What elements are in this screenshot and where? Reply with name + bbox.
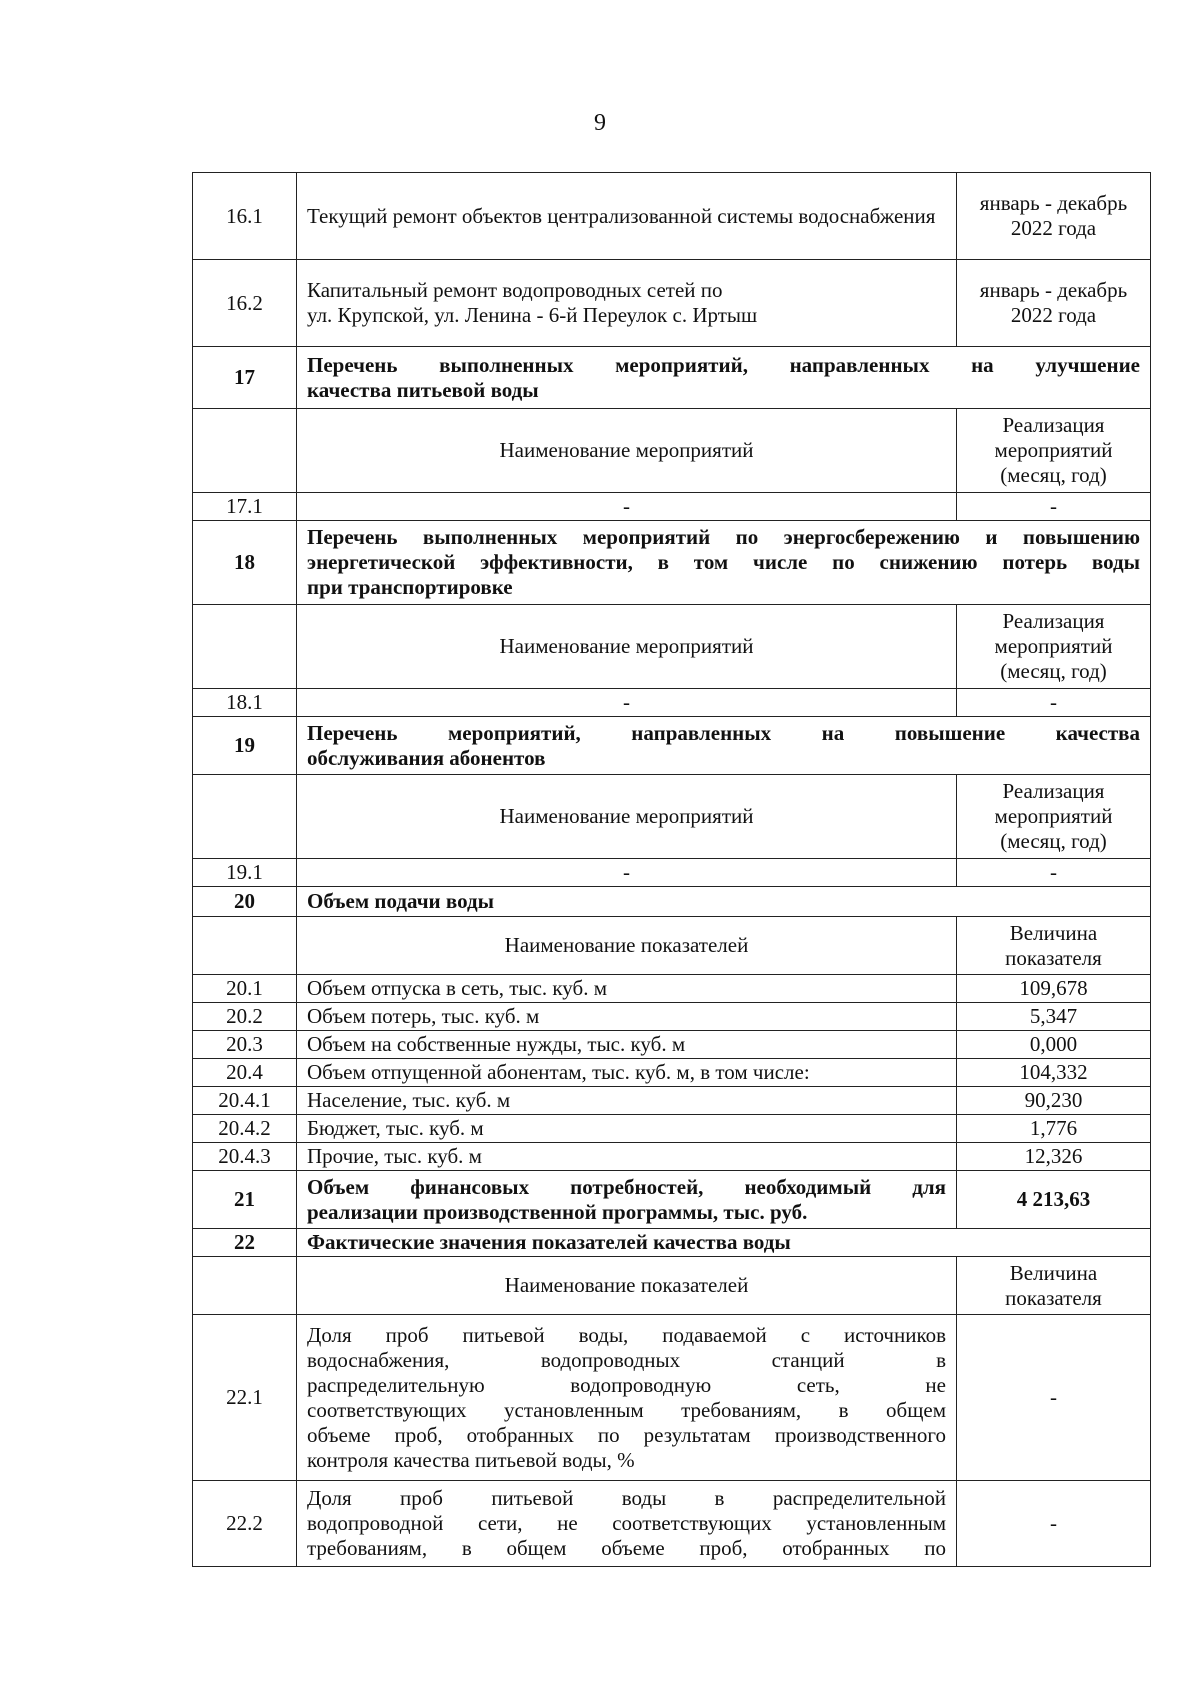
row-number: 22.1 <box>193 1315 297 1481</box>
empty-cell <box>193 1257 297 1315</box>
section-title <box>297 521 1151 605</box>
text-line: Перечень мероприятий, направленных на повышение качества <box>307 720 1140 745</box>
row-value: 109,678 <box>957 975 1151 1003</box>
column-header-value: Величина показателя <box>957 1257 1151 1315</box>
table-row <box>193 1003 1151 1031</box>
row-name: - <box>297 493 957 521</box>
section-number: 21 <box>193 1171 297 1229</box>
row-number: 20.1 <box>193 975 297 1003</box>
header-row <box>193 605 1151 689</box>
section-number: 17 <box>193 347 297 409</box>
row-name: Объем отпуска в сеть, тыс. куб. м <box>297 975 957 1003</box>
section-number: 22 <box>193 1229 297 1257</box>
column-header-impl: Реализация мероприятий (месяц, год) <box>957 605 1151 689</box>
row-impl: - <box>957 689 1151 717</box>
row-period: январь - декабрь 2022 года <box>957 173 1151 260</box>
row-impl: - <box>957 859 1151 887</box>
empty-cell <box>193 409 297 493</box>
table-row <box>193 859 1151 887</box>
row-name: - <box>297 689 957 717</box>
table-row <box>193 1031 1151 1059</box>
section-title: Объем подачи воды <box>297 887 1151 917</box>
text-line: Перечень выполненных мероприятий, направленных на улучшение <box>307 352 1140 377</box>
section-title <box>297 1171 957 1229</box>
row-name <box>297 1481 957 1567</box>
table-row <box>193 975 1151 1003</box>
row-number: 19.1 <box>193 859 297 887</box>
text-line: Объем финансовых потребностей, необходимый для <box>307 1174 946 1199</box>
row-value: - <box>957 1315 1151 1481</box>
row-number: 20.3 <box>193 1031 297 1059</box>
table-row <box>193 1143 1151 1171</box>
section-row <box>193 521 1151 605</box>
row-name: Бюджет, тыс. куб. м <box>297 1115 957 1143</box>
column-header-impl: Реализация мероприятий (месяц, год) <box>957 409 1151 493</box>
section-number: 18 <box>193 521 297 605</box>
row-value: 1,776 <box>957 1115 1151 1143</box>
text-line: Доля проб питьевой воды в распределительной <box>307 1486 946 1510</box>
table-row <box>193 689 1151 717</box>
text-line: соответствующих установленным требованиям, в общем <box>307 1397 946 1422</box>
row-value: - <box>957 1481 1151 1567</box>
column-header-name: Наименование показателей <box>297 917 957 975</box>
section-title: Фактические значения показателей качества воды <box>297 1229 1151 1257</box>
row-value: 4 213,63 <box>957 1171 1151 1229</box>
table-row <box>193 1481 1151 1567</box>
row-period: январь - декабрь 2022 года <box>957 260 1151 347</box>
row-name: - <box>297 859 957 887</box>
row-value: 12,326 <box>957 1143 1151 1171</box>
table-row <box>193 173 1151 260</box>
row-number: 22.2 <box>193 1481 297 1567</box>
column-header-name: Наименование показателей <box>297 1257 957 1315</box>
row-number: 20.4.1 <box>193 1087 297 1115</box>
text-line: контроля качества питьевой воды, % <box>307 1447 635 1472</box>
empty-cell <box>193 605 297 689</box>
text-line: распределительную водопроводную сеть, не <box>307 1372 946 1397</box>
table-row <box>193 1087 1151 1115</box>
text-line: Доля проб питьевой воды, подаваемой с источников <box>307 1322 946 1347</box>
row-name <box>297 1315 957 1481</box>
section-row <box>193 887 1151 917</box>
row-name: Объем на собственные нужды, тыс. куб. м <box>297 1031 957 1059</box>
header-row <box>193 409 1151 493</box>
text-line: требованиям, в общем объеме проб, отобранных по <box>307 1536 946 1560</box>
page-number: 9 <box>594 110 606 136</box>
header-row <box>193 1257 1151 1315</box>
row-name: Текущий ремонт объектов централизованной системы водоснабжения <box>297 173 957 260</box>
text-line: объеме проб, отобранных по результатам производственного <box>307 1422 946 1447</box>
row-name: Население, тыс. куб. м <box>297 1087 957 1115</box>
row-number: 20.2 <box>193 1003 297 1031</box>
text-line: ул. Крупской, ул. Ленина - 6-й Переулок с. Иртыш <box>307 303 758 327</box>
row-number: 20.4.3 <box>193 1143 297 1171</box>
text-line: энергетической эффективности, в том числе по снижению потерь воды <box>307 550 1140 574</box>
table-row <box>193 493 1151 521</box>
table-row <box>193 1059 1151 1087</box>
header-row <box>193 775 1151 859</box>
section-title <box>297 717 1151 775</box>
row-number: 16.2 <box>193 260 297 347</box>
text-line: при транспортировке <box>307 575 513 599</box>
column-header-impl: Реализация мероприятий (месяц, год) <box>957 775 1151 859</box>
section-title <box>297 347 1151 409</box>
row-impl: - <box>957 493 1151 521</box>
row-number: 20.4 <box>193 1059 297 1087</box>
row-name <box>297 260 957 347</box>
text-line: обслуживания абонентов <box>307 745 546 770</box>
document-table <box>192 172 1151 1567</box>
section-row <box>193 717 1151 775</box>
text-line: Перечень выполненных мероприятий по энергосбережению и повышению <box>307 525 1140 549</box>
section-number: 20 <box>193 887 297 917</box>
table-row <box>193 1315 1151 1481</box>
row-name: Объем потерь, тыс. куб. м <box>297 1003 957 1031</box>
row-number: 18.1 <box>193 689 297 717</box>
section-row <box>193 1171 1151 1229</box>
row-value: 104,332 <box>957 1059 1151 1087</box>
text-line: качества питьевой воды <box>307 377 539 402</box>
row-number: 16.1 <box>193 173 297 260</box>
section-row <box>193 347 1151 409</box>
text-line: водопроводной сети, не соответствующих установленным <box>307 1511 946 1535</box>
section-number: 19 <box>193 717 297 775</box>
text-line: водоснабжения, водопроводных станций в <box>307 1347 946 1372</box>
column-header-name: Наименование мероприятий <box>297 409 957 493</box>
column-header-name: Наименование мероприятий <box>297 605 957 689</box>
table-row <box>193 260 1151 347</box>
row-name: Прочие, тыс. куб. м <box>297 1143 957 1171</box>
row-number: 20.4.2 <box>193 1115 297 1143</box>
column-header-name: Наименование мероприятий <box>297 775 957 859</box>
row-number: 17.1 <box>193 493 297 521</box>
table-row <box>193 1115 1151 1143</box>
row-value: 90,230 <box>957 1087 1151 1115</box>
row-value: 0,000 <box>957 1031 1151 1059</box>
text-line: реализации производственной программы, тыс. руб. <box>307 1199 808 1224</box>
empty-cell <box>193 917 297 975</box>
empty-cell <box>193 775 297 859</box>
header-row <box>193 917 1151 975</box>
row-name: Объем отпущенной абонентам, тыс. куб. м, в том числе: <box>297 1059 957 1087</box>
row-value: 5,347 <box>957 1003 1151 1031</box>
text-line: Капитальный ремонт водопроводных сетей по <box>307 278 723 302</box>
section-row <box>193 1229 1151 1257</box>
column-header-value: Величина показателя <box>957 917 1151 975</box>
